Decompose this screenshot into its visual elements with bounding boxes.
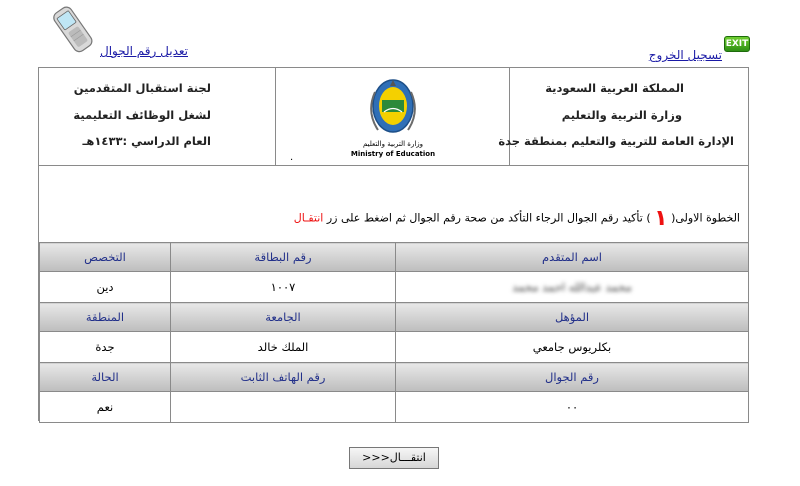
table-row [40,272,749,303]
mobile-value: ٠٠ [396,392,749,423]
header-status: الحالة [40,363,171,392]
committee-line-1: لجنة استقبال المتقدمين [73,81,211,95]
region-value: جدة [40,332,171,363]
letterhead [39,68,748,166]
logout-link[interactable]: تسجيل الخروج [648,48,722,62]
header-university: الجامعة [171,303,396,332]
directorate-name: الإدارة العامة للتربية والتعليم بمنطقة جدة [498,134,734,148]
academic-year: العام الدراسي :١٤٣٣هـ [82,134,211,148]
top-bar [0,0,800,66]
header-landline: رقم الهاتف الثابت [171,363,396,392]
ministry-logo [348,72,438,162]
table-header-row [40,303,749,332]
qualification-value: بكلريوس جامعي [396,332,749,363]
step-prefix: الخطوة الاولى( [671,211,740,225]
id-number-value: ١٠٠٧ [171,272,396,303]
logout-area[interactable] [649,36,750,62]
applicant-table [39,242,749,423]
applicant-name-blurred: محمد عبدالله احمد محمد [512,280,632,294]
edit-mobile-link[interactable]: تعديل رقم الجوال [100,44,188,58]
logo-block [275,68,509,165]
logo-caption-ar: وزارة التربية والتعليم [362,140,424,148]
next-button[interactable]: انتقـــال<<< [349,447,439,469]
step-instruction [39,166,748,242]
mobile-phone-icon[interactable] [44,4,104,58]
university-value: الملك خالد [171,332,396,363]
header-id-number: رقم البطاقة [171,243,396,272]
step-text: ) تأكيد رقم الجوال الرجاء التأكد من صحة رقم الجوال ثم اضغط على زر [326,211,651,225]
table-header-row [40,243,749,272]
table-row [40,332,749,363]
specialization-value: دين [40,272,171,303]
committee-block [39,68,275,165]
header-region: المنطقة [40,303,171,332]
ministry-block [498,68,748,165]
committee-line-2: لشغل الوظائف التعليمية [73,108,211,122]
table-header-row [40,363,749,392]
applicant-name-value [396,272,749,303]
header-specialization: التخصص [40,243,171,272]
step-text-line [294,206,740,231]
step-move-word: انتقـال [293,211,324,225]
ministry-name: وزارة التربية والتعليم [561,108,682,122]
table-row [40,392,749,423]
status-value: نعم [40,392,171,423]
step-number: ١ [654,206,668,231]
main-frame [38,67,749,421]
header-mobile: رقم الجوال [396,363,749,392]
kingdom-name: المملكة العربية السعودية [545,81,684,95]
header-applicant-name: اسم المتقدم [396,243,749,272]
landline-value [171,392,396,423]
dot-mark: . [290,152,294,163]
exit-icon[interactable]: EXIT [724,36,750,52]
logo-caption-en: Ministry of Education [350,150,436,158]
header-qualification: المؤهل [396,303,749,332]
